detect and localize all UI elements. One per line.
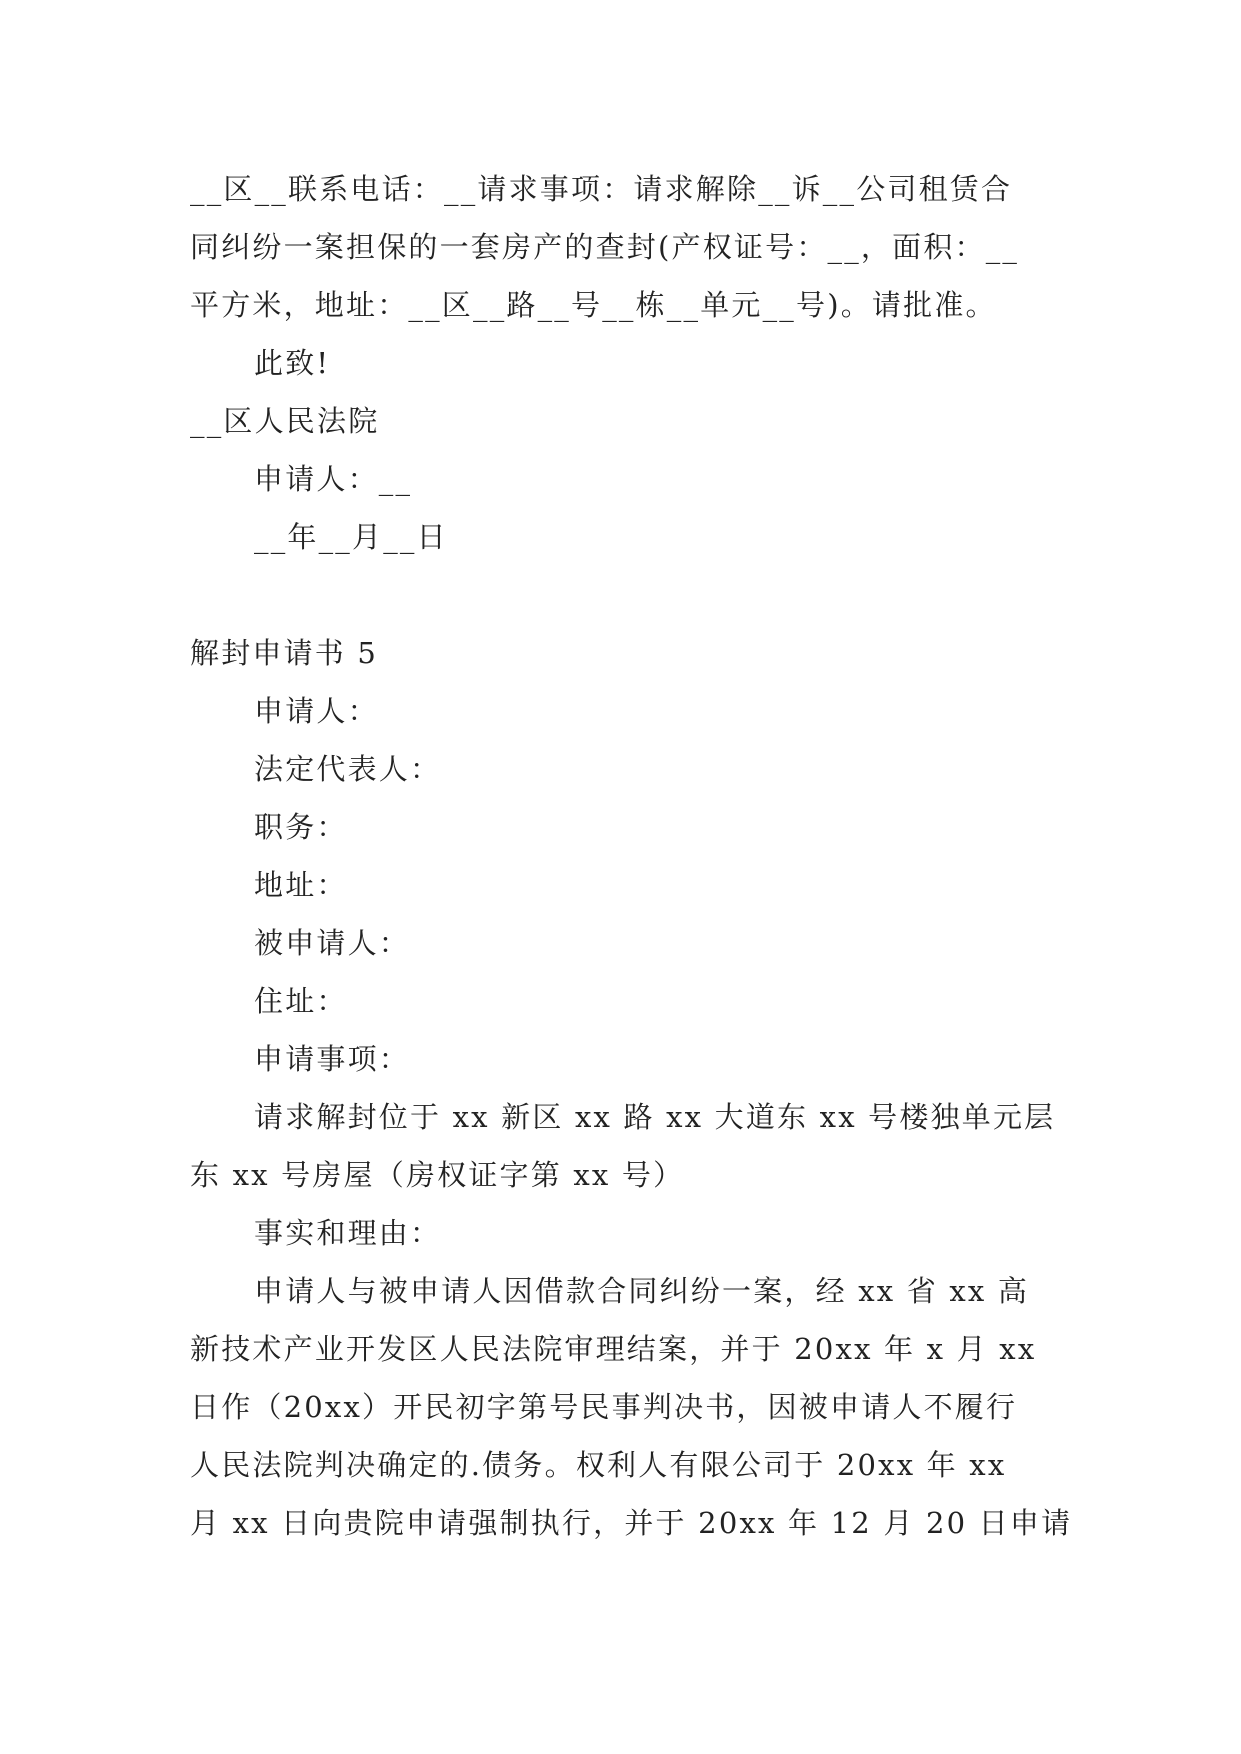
section-spacer	[190, 566, 1050, 624]
field-position: 职务：	[254, 810, 348, 844]
field-request-items: 申请事项：	[254, 1042, 411, 1076]
field-legal-representative: 法定代表人：	[254, 752, 442, 786]
facts-line: 月 xx 日向贵院申请强制执行，并于 20xx 年 12 月 20 日申请	[190, 1506, 1073, 1540]
facts-heading: 事实和理由：	[254, 1216, 442, 1250]
request-line: 东 xx 号房屋（房权证字第 xx 号）	[190, 1158, 685, 1192]
document-body	[190, 160, 1073, 1552]
facts-line: 人民法院判决确定的.债务。权利人有限公司于 20xx 年 xx	[190, 1448, 1007, 1482]
field-address: 地址：	[254, 868, 348, 902]
closing-salutation: 此致!	[254, 346, 331, 380]
paragraph-line: __区__联系电话：__请求事项：请求解除__诉__公司租赁合	[190, 172, 1013, 206]
paragraph-line: 平方米，地址：__区__路__号__栋__单元__号)。请批准。	[190, 288, 997, 322]
paragraph-line: 同纠纷一案担保的一套房产的查封(产权证号：__，面积：__	[190, 230, 1020, 264]
field-respondent: 被申请人：	[254, 926, 411, 960]
field-residence: 住址：	[254, 984, 348, 1018]
applicant-signature: 申请人：__	[254, 462, 413, 496]
section-title: 解封申请书 5	[190, 636, 379, 670]
request-line: 请求解封位于 xx 新区 xx 路 xx 大道东 xx 号楼独单元层	[254, 1100, 1056, 1134]
facts-line: 新技术产业开发区人民法院审理结案，并于 20xx 年 x 月 xx	[190, 1332, 1037, 1366]
facts-line: 日作（20xx）开民初字第号民事判决书，因被申请人不履行	[190, 1390, 1018, 1424]
court-name: __区人民法院	[190, 404, 380, 438]
date-line: __年__月__日	[254, 520, 448, 554]
field-applicant: 申请人：	[254, 694, 379, 728]
facts-line: 申请人与被申请人因借款合同纠纷一案，经 xx 省 xx 高	[254, 1274, 1030, 1308]
